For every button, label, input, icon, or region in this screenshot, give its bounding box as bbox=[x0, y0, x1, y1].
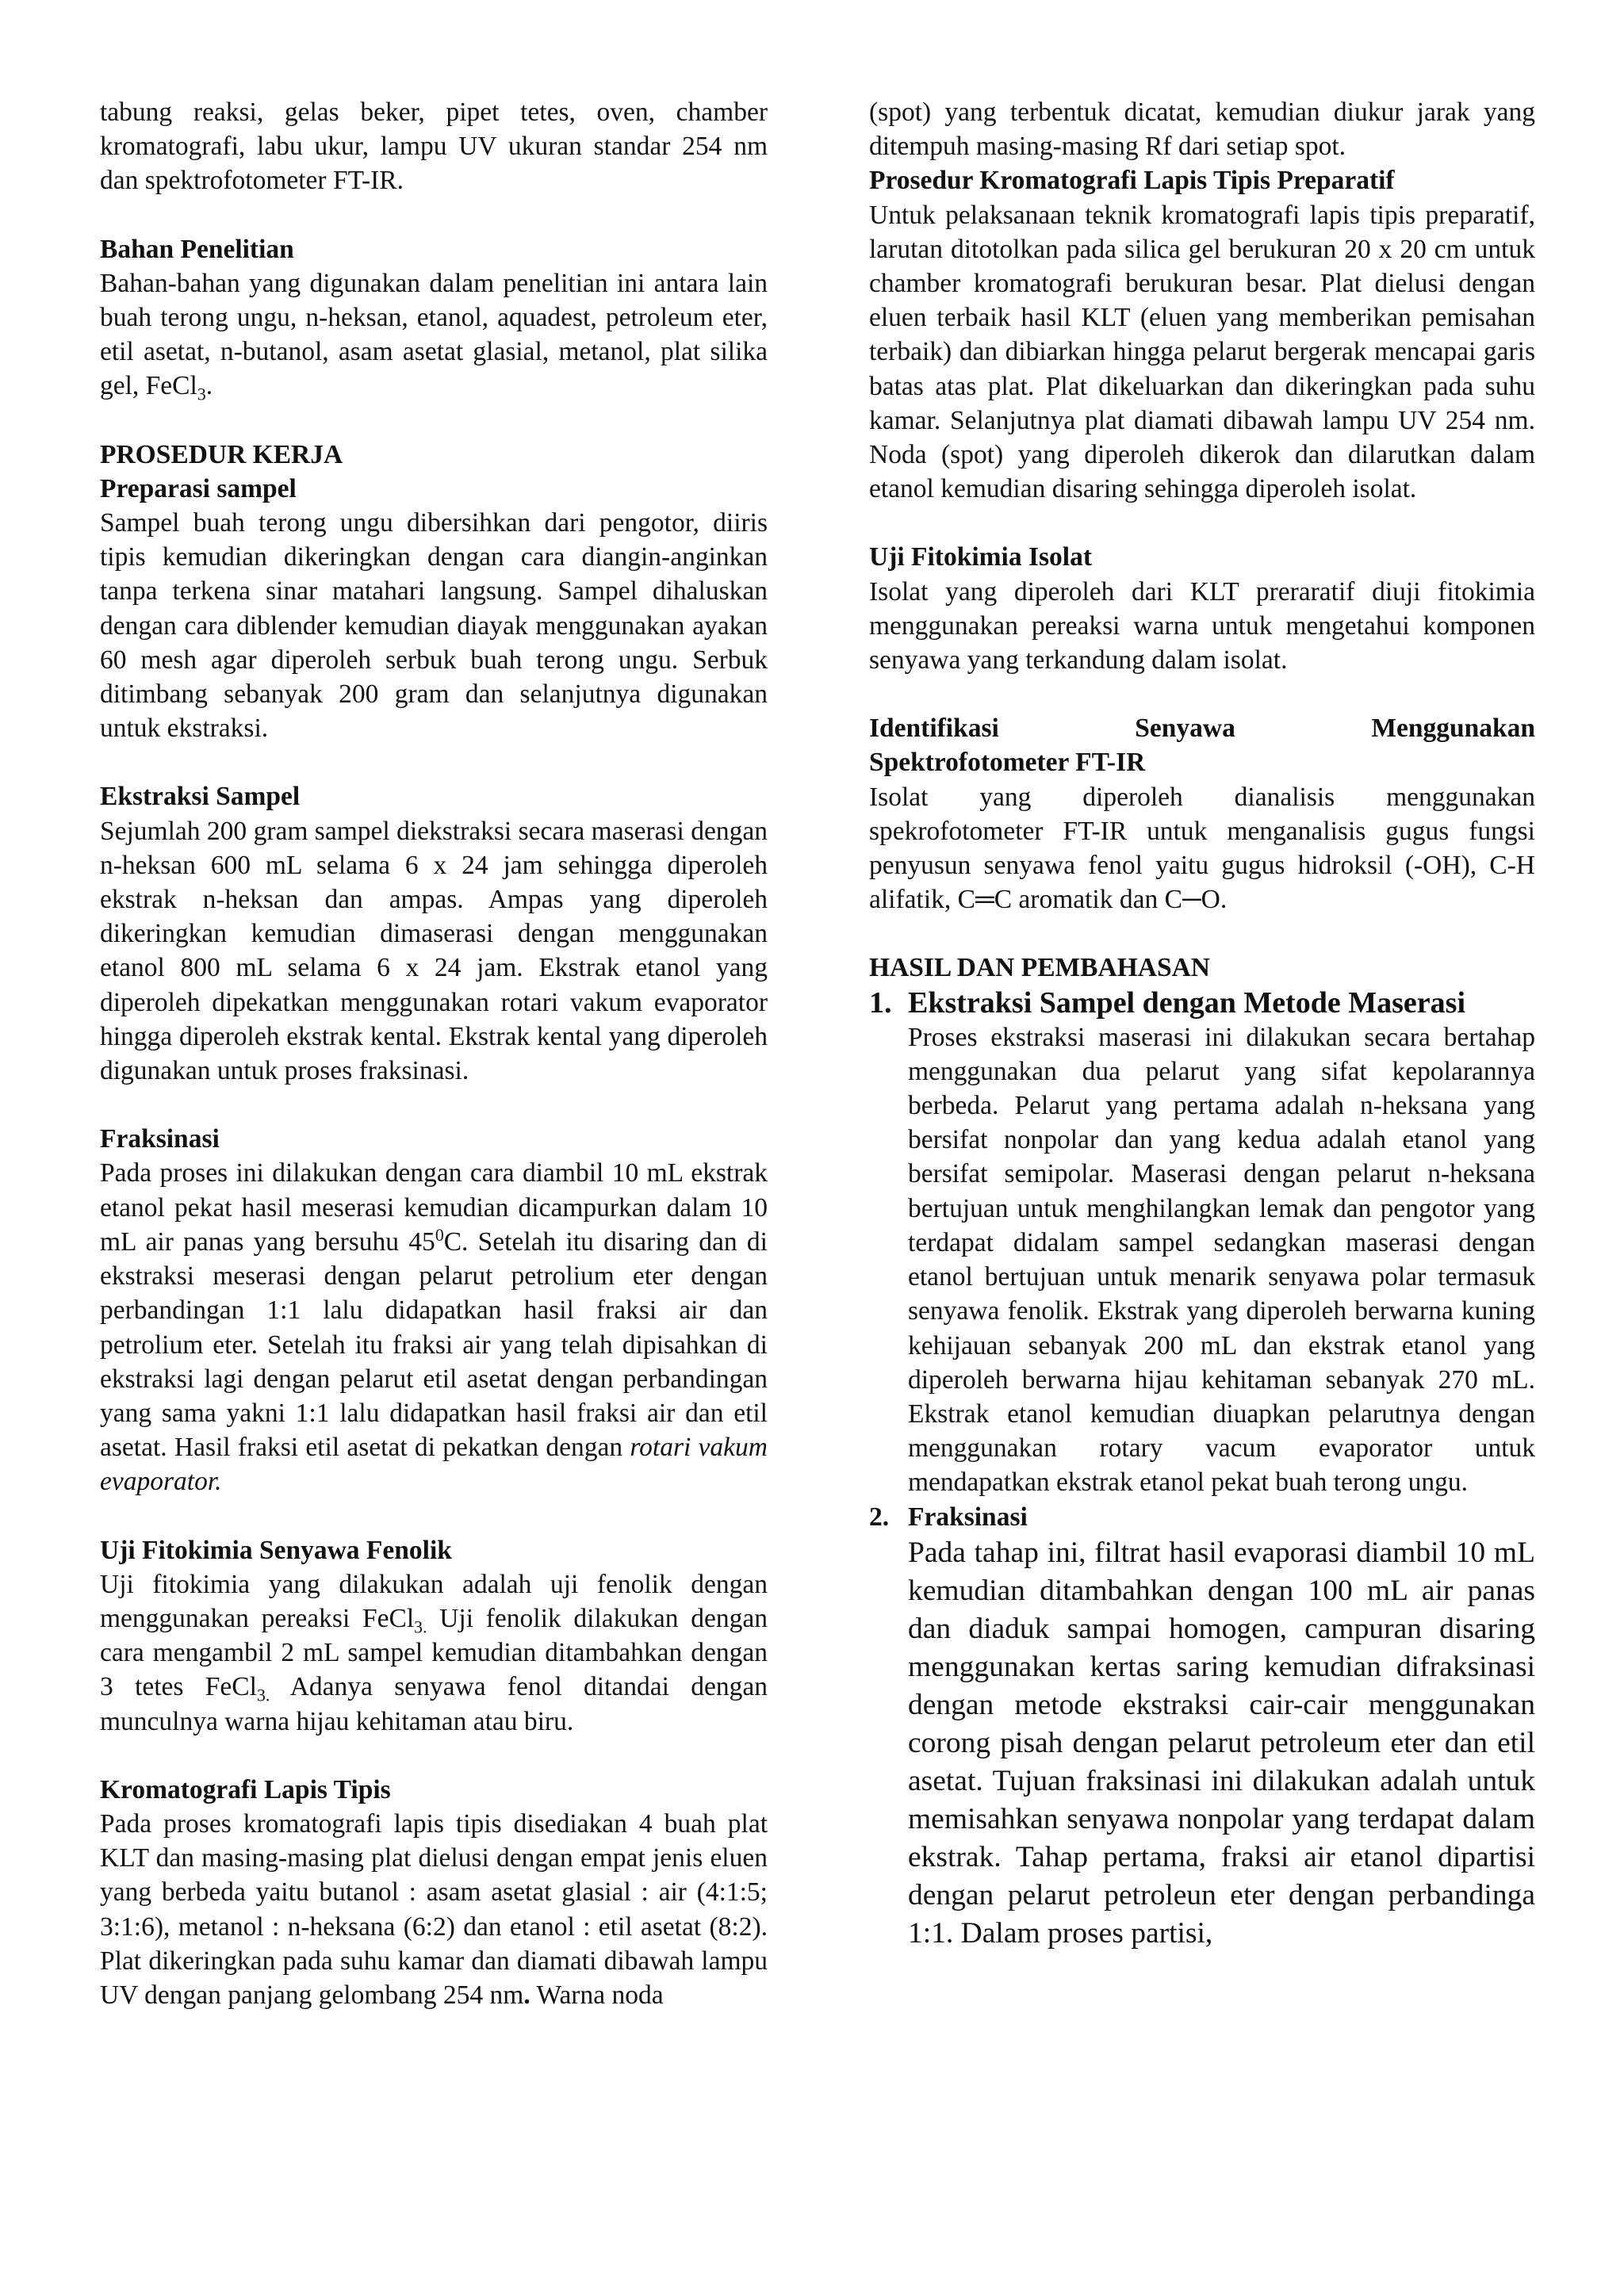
preparasi-subheading: Preparasi sampel bbox=[100, 473, 297, 503]
ftir-paragraph: Isolat yang diperoleh dianalisis menggunakan spekrofotometer FT-IR untuk menganalisis gugus fungsi penyusun senyawa fenol yaitu gugus hidroksil (-OH), C-H alifatik, C═C aromatik dan C─O. bbox=[869, 782, 1535, 915]
hasil-item-2-title: Fraksinasi bbox=[908, 1502, 1028, 1532]
uji-isolat-paragraph: Isolat yang diperoleh dari KLT preraratif diuji fitokimia menggunakan pereaksi warna untuk mengetahui komponen senyawa yang terkandung dalam isolat. bbox=[869, 576, 1535, 675]
fraksinasi-heading: Fraksinasi bbox=[100, 1124, 220, 1154]
hasil-item-1-title: Ekstraksi Sampel dengan Metode Maserasi bbox=[908, 985, 1465, 1020]
klt-text: Pada proses kromatografi lapis tipis disediakan 4 buah plat KLT dan masing-masing plat dielusi dengan empat jenis eluen yang berbeda yaitu butanol : asam asetat glasial : air (4:1:5; 3:1:6), metanol : n-heksana (6:2) dan etanol : etil asetat (8:2). Plat dikeringkan pada suhu kamar dan diamati dibawah lampu UV dengan panjang gelombang 254 nm bbox=[100, 1808, 768, 2010]
bahan-text: Bahan-bahan yang digunakan dalam penelitian ini antara lain buah terong ungu, n-heksan, etanol, aquadest, petroleum eter, etil asetat, n-butanol, asam asetat glasial, metanol, plat silika gel, FeCl bbox=[100, 268, 768, 401]
prosedur-heading: PROSEDUR KERJA bbox=[100, 439, 343, 469]
klt-heading: Kromatografi Lapis Tipis bbox=[100, 1774, 391, 1804]
uji-fenolik-paragraph bbox=[100, 1567, 768, 1739]
kltp-heading: Prosedur Kromatografi Lapis Tipis Preparatif bbox=[869, 166, 1395, 196]
right-column bbox=[869, 95, 1535, 1953]
hasil-item-1-heading bbox=[869, 985, 1535, 1020]
fraksinasi-paragraph bbox=[100, 1156, 768, 1498]
bahan-heading: Bahan Penelitian bbox=[100, 234, 294, 264]
ekstraksi-paragraph: Sejumlah 200 gram sampel diekstraksi secara maserasi dengan n-heksan 600 mL selama 6 x 24 jam sehingga diperoleh ekstrak n-heksan dan ampas. Ampas yang diperoleh dikeringkan kemudian dimaserasi dengan menggunakan etanol 800 mL selama 6 x 24 jam. Ekstrak etanol yang diperoleh dipekatkan menggunakan rotari vakum evaporator hingga diperoleh ekstrak kental. Ekstrak kental yang diperoleh digunakan untuk proses fraksinasi. bbox=[100, 816, 768, 1086]
uji-fenolik-sub-b: 3. bbox=[256, 1686, 270, 1706]
hasil-item-1-paragraph: Proses ekstraksi maserasi ini dilakukan secara bertahap menggunakan dua pelarut yang sifat kepolarannya berbeda. Pelarut yang pertama adalah n-heksana yang bersifat nonpolar dan yang kedua adalah etanol yang bersifat semipolar. Maserasi dengan pelarut n-heksana bertujuan untuk menghilangkan lemak dan pengotor yang terdapat didalam sampel sedangkan maserasi dengan etanol bertujuan untuk menarik senyawa polar termasuk senyawa fenolik. Ekstrak yang diperoleh berwarna kuning kehijauan sebanyak 200 mL dan ekstrak etanol yang diperoleh berwarna hijau kehitaman sebanyak 270 mL. Ekstrak etanol kemudian diuapkan pelarutnya dengan menggunakan rotary vacum evaporator untuk mendapatkan ekstrak etanol pekat buah terong ungu. bbox=[908, 1022, 1535, 1498]
fraksinasi-temp-sup: 0 bbox=[435, 1225, 444, 1245]
hasil-item-2-number: 2. bbox=[869, 1502, 890, 1532]
hasil-item-2-paragraph: Pada tahap ini, filtrat hasil evaporasi diambil 10 mL kemudian ditambahkan dengan 100 mL air panas dan diaduk sampai homogen, campuran disaring menggunakan kertas saring kemudian difraksinasi dengan metode ekstraksi cair-cair menggunakan corong pisah dengan pelarut petroleum eter dan etil asetat. Tujuan fraksinasi ini dilakukan adalah untuk memisahkan senyawa nonpolar yang terdapat dalam ekstrak. Tahap pertama, fraksi air etanol dipartisi dengan pelarut petroleun eter dengan perbandinga 1:1. Dalam proses partisi, bbox=[908, 1536, 1535, 1950]
fraksinasi-text-a: Pada proses ini dilakukan dengan cara diambil 10 mL ekstrak etanol pekat hasil meserasi kemudian dicampurkan dalam 10 mL air panas yang bersuhu 45 bbox=[100, 1158, 768, 1257]
fraksinasi-text-b: C. Setelah itu disaring dan di ekstraksi meserasi dengan pelarut petrolium eter dengan perbandingan 1:1 lalu didapatkan hasil fraksi air dan petrolium eter. Setelah itu fraksi air yang telah dipisahkan di ekstraksi lagi dengan pelarut etil asetat dengan perbandingan yang sama yakni 1:1 lalu didapatkan hasil fraksi air dan etil asetat. Hasil fraksi etil asetat di pekatkan dengan bbox=[100, 1226, 768, 1463]
ftir-heading-line1: Identifikasi Senyawa Menggunakan bbox=[869, 714, 1535, 744]
hasil-item-2 bbox=[869, 1500, 1535, 1953]
preparasi-paragraph: Sampel buah terong ungu dibersihkan dari pengotor, diiris tipis kemudian dikeringkan dengan cara diangin-anginkan tanpa terkena sinar matahari langsung. Sampel dihaluskan dengan cara diblender kemudian diayak menggunakan ayakan 60 mesh agar diperoleh serbuk buah terong ungu. Serbuk ditimbang sebanyak 200 gram dan selanjutnya digunakan untuk ekstraksi. bbox=[100, 508, 768, 744]
klt-bold-dot: . bbox=[523, 1980, 530, 2010]
intro-paragraph: tabung reaksi, gelas beker, pipet tetes, oven, chamber kromatografi, labu ukur, lampu UV ukuran standar 254 nm dan spektrofotometer FT-IR. bbox=[100, 98, 768, 196]
uji-fenolik-heading: Uji Fitokimia Senyawa Fenolik bbox=[100, 1535, 452, 1565]
klt-text-end: Warna noda bbox=[530, 1980, 664, 2010]
fraksinasi-text-italic: rotari vakum evaporator. bbox=[100, 1433, 768, 1497]
hasil-item-2-heading bbox=[869, 1500, 1535, 1534]
klt-paragraph bbox=[100, 1807, 768, 2012]
uji-isolat-heading: Uji Fitokimia Isolat bbox=[869, 542, 1093, 572]
left-column bbox=[100, 95, 768, 2012]
bahan-text-end: . bbox=[205, 371, 213, 401]
bahan-paragraph bbox=[100, 266, 768, 404]
kltp-paragraph: Untuk pelaksanaan teknik kromatografi lapis tipis preparatif, larutan ditotolkan pada silica gel berukuran 20 x 20 cm untuk chamber kromatografi berukuran besar. Plat dielusi dengan eluen terbaik hasil KLT (eluen yang memberikan pemisahan terbaik) dan dibiarkan hingga pelarut bergerak mencapai garis batas atas plat. Plat dikeluarkan dan dikeringkan pada suhu kamar. Selanjutnya plat diamati dibawah lampu UV 254 nm. Noda (spot) yang diperoleh dikerok dan dilarutkan dalam etanol kemudian disaring sehingga diperoleh isolat. bbox=[869, 200, 1535, 504]
uji-fenolik-text-b: Uji fenolik dilakukan dengan cara mengambil 2 mL sampel kemudian ditambahkan dengan 3 tetes FeCl bbox=[100, 1603, 768, 1702]
hasil-item-1 bbox=[869, 985, 1535, 1500]
uji-fenolik-text-a: Uji fitokimia yang dilakukan adalah uji fenolik dengan menggunakan pereaksi FeCl bbox=[100, 1569, 768, 1633]
uji-fenolik-text-c: Adanya senyawa fenol ditandai dengan munculnya warna hijau kehitaman atau biru. bbox=[100, 1672, 768, 1736]
bahan-formula-sub: 3 bbox=[197, 385, 206, 405]
ftir-heading-line2: Spektrofotometer FT-IR bbox=[869, 748, 1146, 778]
hasil-item-1-number: 1. bbox=[869, 985, 892, 1020]
uji-fenolik-sub-a: 3. bbox=[414, 1617, 427, 1637]
hasil-heading: HASIL DAN PEMBAHASAN bbox=[869, 953, 1210, 983]
klt-continuation: (spot) yang terbentuk dicatat, kemudian diukur jarak yang ditempuh masing-masing Rf dari setiap spot. bbox=[869, 98, 1535, 162]
ekstraksi-heading: Ekstraksi Sampel bbox=[100, 782, 301, 812]
